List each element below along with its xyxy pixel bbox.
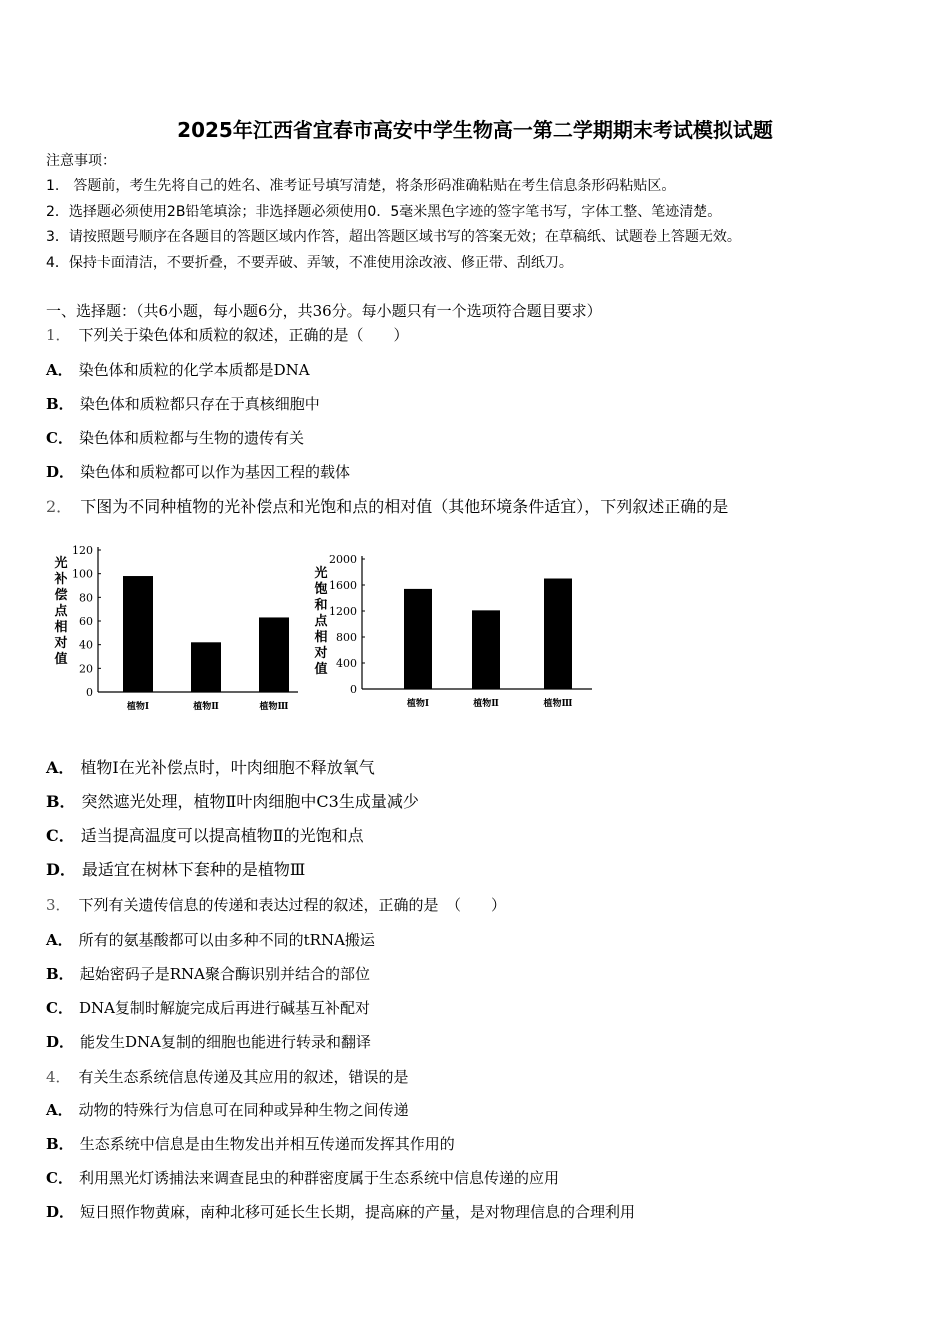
option-text: 所有的氨基酸都可以由多种不同的tRNA搬运 xyxy=(78,931,375,949)
option-letter: B． xyxy=(46,792,76,811)
option-letter: D． xyxy=(46,1203,75,1221)
option-text: 利用黑光灯诱捕法来调查昆虫的种群密度属于生态系统中信息传递的应用 xyxy=(78,1169,559,1187)
option xyxy=(46,1169,559,1187)
charts xyxy=(0,530,950,730)
option xyxy=(46,463,350,481)
y-tick-label: 60 xyxy=(79,615,93,628)
y-tick-label: 0 xyxy=(86,686,93,699)
x-tick-label: 植物Ⅰ xyxy=(126,702,150,712)
question-stem xyxy=(46,498,728,516)
y-tick-label: 80 xyxy=(79,591,93,605)
option-text: 染色体和质粒都只存在于真核细胞中 xyxy=(79,395,320,413)
page-title: 2025年江西省宜春市高安中学生物高一第二学期期末考试模拟试题 xyxy=(177,118,773,142)
question-number: 4． xyxy=(46,1068,71,1086)
option-letter: A． xyxy=(46,758,75,777)
question-text: 下列有关遗传信息的传递和表达过程的叙述，正确的是 （ ） xyxy=(78,896,507,914)
y-tick-label: 40 xyxy=(79,638,93,652)
option xyxy=(46,361,310,379)
bar xyxy=(123,576,153,692)
question-text: 下图为不同种植物的光补偿点和光饱和点的相对值（其他环境条件适宜），下列叙述正确的是 xyxy=(80,497,729,516)
option-text: 最适宜在树林下套种的是植物Ⅲ xyxy=(81,860,306,879)
bar xyxy=(544,579,572,690)
question-number: 3． xyxy=(46,896,71,914)
option-text: 突然遮光处理，植物Ⅱ叶肉细胞中C3生成量减少 xyxy=(81,792,419,811)
note-item: 2．选择题必须使用2B铅笔填涂；非选择题必须使用0．5毫米黑色字迹的签字笔书写，字体工整、笔迹清楚。 xyxy=(46,204,722,220)
option-letter: B． xyxy=(46,1135,74,1153)
option-letter: A． xyxy=(46,931,73,949)
y-tick-label: 20 xyxy=(79,662,93,676)
question-number: 2． xyxy=(46,497,73,516)
question-text: 有关生态系统信息传递及其应用的叙述，错误的是 xyxy=(78,1068,409,1086)
option xyxy=(46,965,370,983)
option xyxy=(46,999,370,1017)
option-letter: B． xyxy=(46,395,74,413)
y-tick-label: 400 xyxy=(336,657,357,670)
bar xyxy=(472,610,500,689)
note-item: 1. 答题前，考生先将自己的姓名、准考证号填写清楚，将条形码准确粘贴在考生信息条形码粘贴区。 xyxy=(46,178,676,194)
question-stem xyxy=(46,326,409,344)
option-letter: D． xyxy=(46,860,76,879)
note-item: 4．保持卡面清洁，不要折叠，不要弄破、弄皱，不准使用涂改液、修正带、刮纸刀。 xyxy=(46,255,573,271)
bar xyxy=(259,617,289,692)
question-stem xyxy=(46,896,506,914)
option xyxy=(46,827,364,845)
question-stem xyxy=(46,1068,409,1086)
y-tick-label: 2000 xyxy=(329,553,357,566)
y-axis-label: 光饱和点相对值 xyxy=(314,566,328,677)
option xyxy=(46,931,375,949)
option xyxy=(46,793,419,811)
option-letter: C． xyxy=(46,1169,73,1187)
y-tick-label: 120 xyxy=(72,544,93,557)
option xyxy=(46,429,304,447)
option-text: 短日照作物黄麻，南种北移可延长生长期，提高麻的产量，是对物理信息的合理利用 xyxy=(80,1203,636,1221)
option xyxy=(46,759,375,777)
option-letter: C． xyxy=(46,429,73,447)
x-tick-label: 植物Ⅲ xyxy=(259,702,289,712)
option-letter: D． xyxy=(46,463,75,481)
option-text: DNA复制时解旋完成后再进行碱基互补配对 xyxy=(78,999,370,1017)
option xyxy=(46,1135,455,1153)
x-tick-label: 植物Ⅱ xyxy=(193,702,219,712)
option-letter: A． xyxy=(46,361,73,379)
option-letter: C． xyxy=(46,999,73,1017)
y-axis-label: 光补偿点相对值 xyxy=(54,556,68,667)
option-text: 动物的特殊行为信息可在同种或异种生物之间传递 xyxy=(78,1101,409,1119)
bar xyxy=(404,589,432,689)
question-number: 1． xyxy=(46,326,71,344)
x-tick-label: 植物Ⅱ xyxy=(473,699,499,709)
option-text: 起始密码子是RNA聚合酶识别并结合的部位 xyxy=(79,965,370,983)
question-text: 下列关于染色体和质粒的叙述，正确的是（ ） xyxy=(78,326,409,344)
notes-heading: 注意事项： xyxy=(46,153,116,169)
x-tick-label: 植物Ⅰ xyxy=(406,699,430,709)
option xyxy=(46,395,320,413)
option-letter: A． xyxy=(46,1101,73,1119)
option-text: 植物Ⅰ在光补偿点时，叶肉细胞不释放氧气 xyxy=(80,758,375,777)
y-tick-label: 1200 xyxy=(329,605,357,618)
y-tick-label: 1600 xyxy=(329,579,357,592)
option-text: 染色体和质粒都可以作为基因工程的载体 xyxy=(80,463,351,481)
x-tick-label: 植物Ⅲ xyxy=(543,699,573,709)
bar xyxy=(191,642,221,692)
y-tick-label: 800 xyxy=(336,631,357,644)
option xyxy=(46,1033,371,1051)
option-text: 染色体和质粒的化学本质都是DNA xyxy=(78,361,310,379)
option-letter: D． xyxy=(46,1033,75,1051)
option-text: 适当提高温度可以提高植物Ⅱ的光饱和点 xyxy=(80,826,364,845)
section-heading: 一、选择题：（共6小题，每小题6分，共36分。每小题只有一个选项符合题目要求） xyxy=(46,302,602,320)
option-text: 生态系统中信息是由生物发出并相互传递而发挥其作用的 xyxy=(79,1135,455,1153)
option xyxy=(46,1203,635,1221)
option-text: 染色体和质粒都与生物的遗传有关 xyxy=(78,429,304,447)
option-text: 能发生DNA复制的细胞也能进行转录和翻译 xyxy=(80,1033,372,1051)
option-letter: C． xyxy=(46,826,75,845)
note-item: 3．请按照题号顺序在各题目的答题区域内作答，超出答题区域书写的答案无效；在草稿纸、试题卷上答题无效。 xyxy=(46,229,741,245)
option xyxy=(46,861,305,879)
option xyxy=(46,1101,409,1119)
y-tick-label: 100 xyxy=(72,567,93,581)
y-tick-label: 0 xyxy=(350,683,357,696)
option-letter: B． xyxy=(46,965,74,983)
